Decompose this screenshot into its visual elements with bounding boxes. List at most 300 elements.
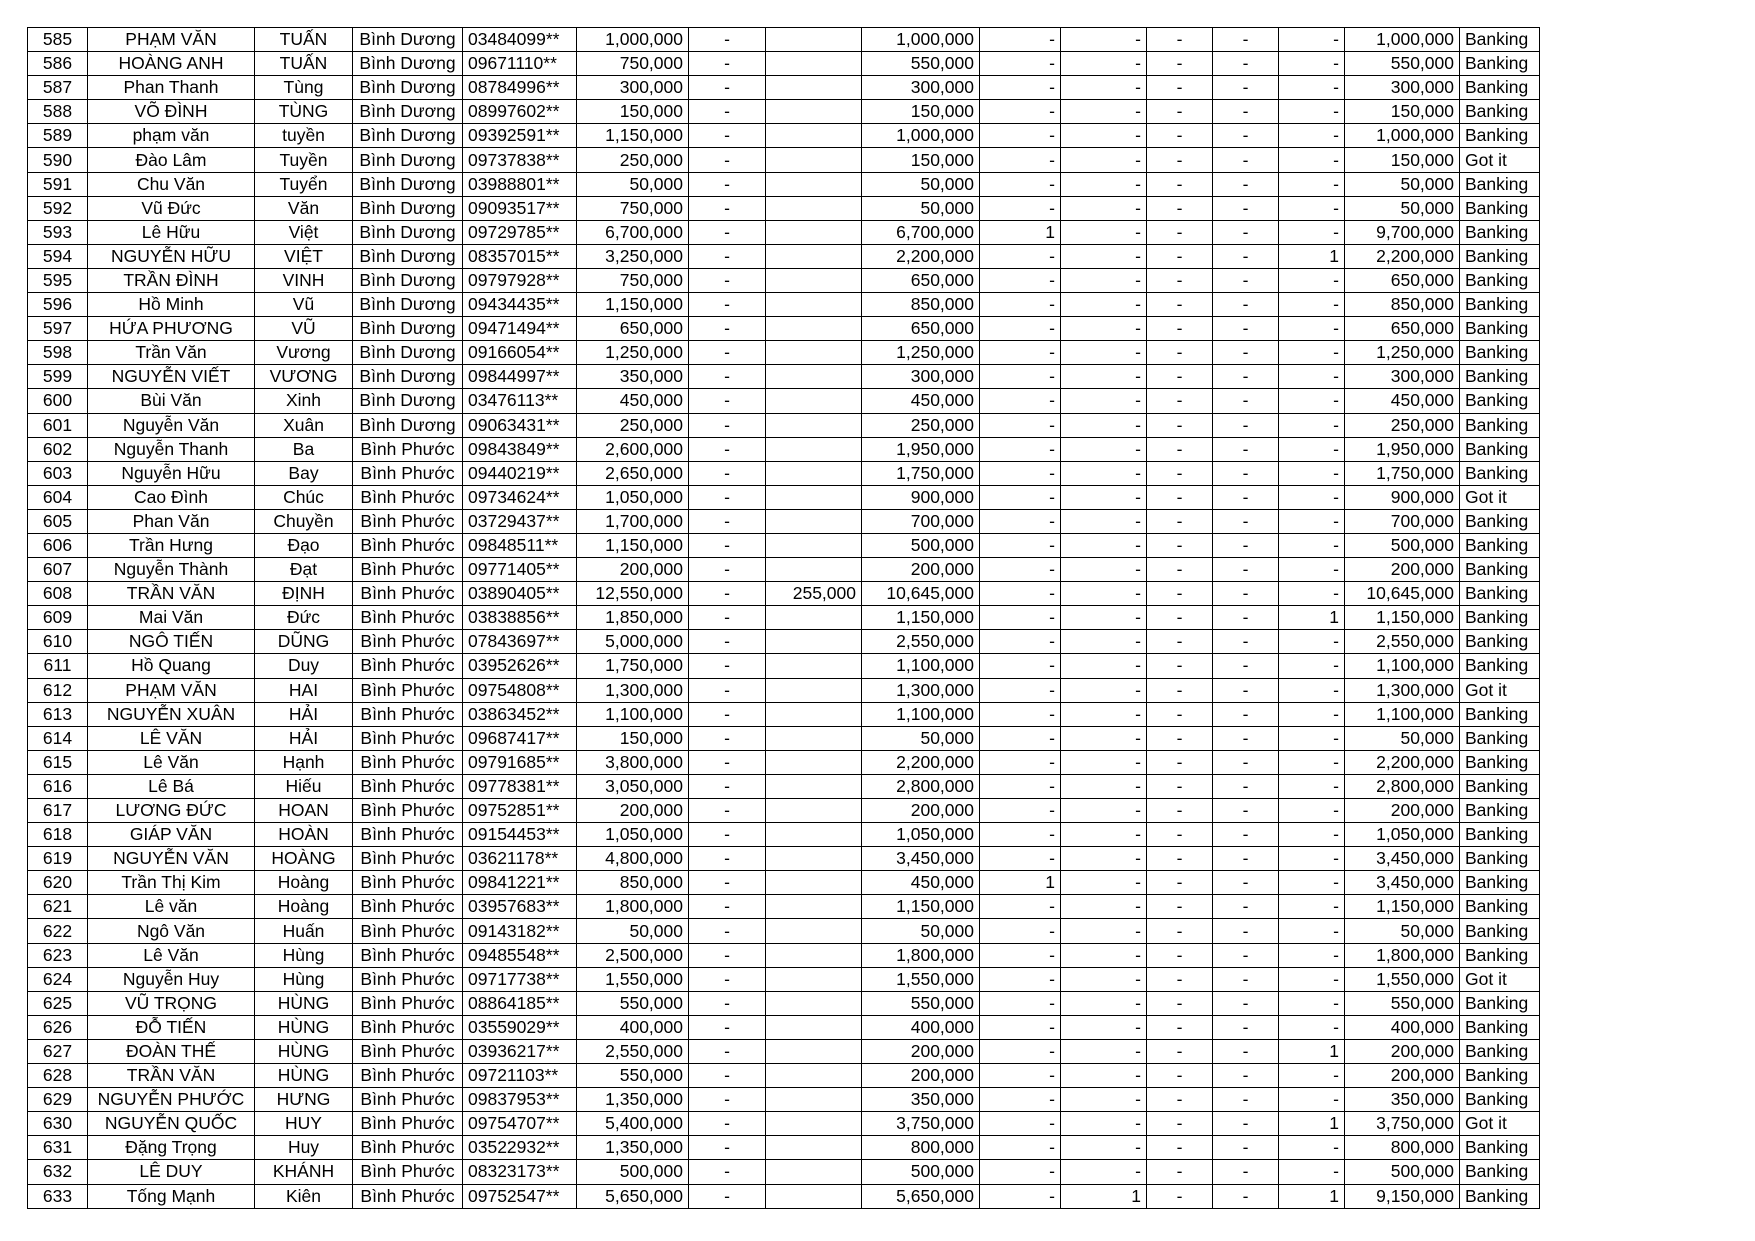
cell-phone: 09752547** xyxy=(463,1184,577,1208)
cell-province: Bình Phước xyxy=(353,1039,463,1063)
cell-phone: 09791685** xyxy=(463,750,577,774)
cell-amount-1: 200,000 xyxy=(577,558,689,582)
cell-amount-1: 550,000 xyxy=(577,1064,689,1088)
cell-flag-3: - xyxy=(1147,220,1213,244)
cell-flag-5: - xyxy=(1279,437,1345,461)
cell-flag-2: - xyxy=(1061,702,1147,726)
cell-amount-3 xyxy=(766,389,862,413)
cell-flag-5: - xyxy=(1279,124,1345,148)
cell-province: Bình Phước xyxy=(353,943,463,967)
cell-no: 619 xyxy=(28,847,88,871)
cell-phone: 09434435** xyxy=(463,293,577,317)
cell-total: 1,950,000 xyxy=(1345,437,1460,461)
cell-province: Bình Dương xyxy=(353,293,463,317)
cell-amount-2: - xyxy=(689,750,766,774)
cell-flag-1: - xyxy=(980,678,1061,702)
cell-flag-2: - xyxy=(1061,967,1147,991)
cell-amount-2: - xyxy=(689,630,766,654)
cell-flag-2: - xyxy=(1061,293,1147,317)
cell-flag-3: - xyxy=(1147,413,1213,437)
cell-amount-4: 50,000 xyxy=(862,172,980,196)
cell-flag-2: - xyxy=(1061,52,1147,76)
cell-province: Bình Dương xyxy=(353,389,463,413)
cell-flag-5: - xyxy=(1279,654,1345,678)
cell-method: Banking xyxy=(1460,774,1540,798)
cell-no: 594 xyxy=(28,244,88,268)
cell-amount-4: 5,650,000 xyxy=(862,1184,980,1208)
table-row xyxy=(28,389,1540,413)
cell-province: Bình Phước xyxy=(353,630,463,654)
cell-amount-1: 2,600,000 xyxy=(577,437,689,461)
cell-no: 595 xyxy=(28,268,88,292)
cell-flag-3: - xyxy=(1147,1015,1213,1039)
cell-flag-5: - xyxy=(1279,799,1345,823)
table-row xyxy=(28,871,1540,895)
cell-flag-5: - xyxy=(1279,485,1345,509)
cell-first-name: Hùng xyxy=(255,943,353,967)
cell-first-name: Huấn xyxy=(255,919,353,943)
cell-amount-4: 250,000 xyxy=(862,413,980,437)
table-row xyxy=(28,1136,1540,1160)
cell-flag-2: - xyxy=(1061,413,1147,437)
cell-phone: 08357015** xyxy=(463,244,577,268)
cell-method: Got it xyxy=(1460,678,1540,702)
cell-first-name: KHÁNH xyxy=(255,1160,353,1184)
cell-flag-4: - xyxy=(1213,654,1279,678)
cell-first-name: HOÀN xyxy=(255,823,353,847)
cell-flag-4: - xyxy=(1213,437,1279,461)
table-row xyxy=(28,1184,1540,1208)
cell-phone: 09754707** xyxy=(463,1112,577,1136)
table-row xyxy=(28,558,1540,582)
table-row xyxy=(28,799,1540,823)
table-row xyxy=(28,750,1540,774)
cell-amount-1: 2,650,000 xyxy=(577,461,689,485)
cell-phone: 03729437** xyxy=(463,509,577,533)
cell-flag-4: - xyxy=(1213,606,1279,630)
cell-flag-4: - xyxy=(1213,533,1279,557)
cell-flag-5: - xyxy=(1279,558,1345,582)
cell-first-name: HÙNG xyxy=(255,1039,353,1063)
cell-amount-4: 2,200,000 xyxy=(862,750,980,774)
cell-province: Bình Dương xyxy=(353,124,463,148)
cell-phone: 03957683** xyxy=(463,895,577,919)
cell-amount-2: - xyxy=(689,509,766,533)
cell-amount-4: 650,000 xyxy=(862,268,980,292)
cell-flag-2: - xyxy=(1061,582,1147,606)
cell-province: Bình Dương xyxy=(353,317,463,341)
cell-method: Banking xyxy=(1460,1064,1540,1088)
cell-total: 3,750,000 xyxy=(1345,1112,1460,1136)
cell-amount-1: 1,050,000 xyxy=(577,485,689,509)
cell-flag-1: - xyxy=(980,1136,1061,1160)
cell-flag-5: - xyxy=(1279,461,1345,485)
cell-flag-3: - xyxy=(1147,991,1213,1015)
cell-amount-2: - xyxy=(689,196,766,220)
table-row xyxy=(28,943,1540,967)
cell-no: 586 xyxy=(28,52,88,76)
cell-flag-1: - xyxy=(980,582,1061,606)
cell-amount-2: - xyxy=(689,678,766,702)
cell-first-name: HẢI xyxy=(255,702,353,726)
cell-amount-2: - xyxy=(689,654,766,678)
cell-flag-3: - xyxy=(1147,341,1213,365)
cell-amount-1: 50,000 xyxy=(577,172,689,196)
cell-flag-4: - xyxy=(1213,341,1279,365)
cell-last-middle-name: Trần Văn xyxy=(88,341,255,365)
cell-amount-2: - xyxy=(689,1088,766,1112)
cell-method: Got it xyxy=(1460,148,1540,172)
cell-amount-3 xyxy=(766,52,862,76)
cell-amount-2: - xyxy=(689,943,766,967)
cell-amount-4: 2,200,000 xyxy=(862,244,980,268)
cell-amount-4: 1,750,000 xyxy=(862,461,980,485)
cell-no: 624 xyxy=(28,967,88,991)
cell-flag-2: - xyxy=(1061,823,1147,847)
table-row xyxy=(28,1088,1540,1112)
cell-flag-4: - xyxy=(1213,461,1279,485)
cell-phone: 09440219** xyxy=(463,461,577,485)
cell-method: Banking xyxy=(1460,413,1540,437)
cell-no: 632 xyxy=(28,1160,88,1184)
cell-flag-4: - xyxy=(1213,1160,1279,1184)
cell-amount-2: - xyxy=(689,28,766,52)
cell-flag-3: - xyxy=(1147,196,1213,220)
cell-first-name: Hạnh xyxy=(255,750,353,774)
cell-amount-3 xyxy=(766,871,862,895)
cell-flag-3: - xyxy=(1147,943,1213,967)
cell-method: Banking xyxy=(1460,871,1540,895)
cell-flag-1: - xyxy=(980,341,1061,365)
cell-flag-4: - xyxy=(1213,172,1279,196)
cell-phone: 09729785** xyxy=(463,220,577,244)
cell-province: Bình Phước xyxy=(353,1064,463,1088)
cell-first-name: HOÀNG xyxy=(255,847,353,871)
cell-flag-5: - xyxy=(1279,847,1345,871)
cell-amount-4: 200,000 xyxy=(862,799,980,823)
cell-first-name: VINH xyxy=(255,268,353,292)
cell-flag-2: - xyxy=(1061,1015,1147,1039)
cell-province: Bình Phước xyxy=(353,823,463,847)
cell-no: 610 xyxy=(28,630,88,654)
cell-amount-1: 3,250,000 xyxy=(577,244,689,268)
cell-province: Bình Phước xyxy=(353,967,463,991)
data-table xyxy=(27,27,1540,1209)
cell-phone: 08323173** xyxy=(463,1160,577,1184)
table-row xyxy=(28,148,1540,172)
cell-flag-2: - xyxy=(1061,220,1147,244)
cell-total: 200,000 xyxy=(1345,1039,1460,1063)
cell-province: Bình Phước xyxy=(353,919,463,943)
cell-flag-1: - xyxy=(980,1088,1061,1112)
cell-last-middle-name: Nguyễn Văn xyxy=(88,413,255,437)
cell-flag-3: - xyxy=(1147,437,1213,461)
cell-amount-3 xyxy=(766,654,862,678)
cell-flag-2: - xyxy=(1061,1064,1147,1088)
cell-amount-3 xyxy=(766,823,862,847)
cell-flag-2: - xyxy=(1061,919,1147,943)
cell-amount-4: 550,000 xyxy=(862,52,980,76)
cell-no: 622 xyxy=(28,919,88,943)
cell-flag-2: - xyxy=(1061,871,1147,895)
cell-first-name: Chuyền xyxy=(255,509,353,533)
cell-last-middle-name: Mai Văn xyxy=(88,606,255,630)
cell-first-name: Việt xyxy=(255,220,353,244)
cell-flag-4: - xyxy=(1213,582,1279,606)
table-row xyxy=(28,100,1540,124)
cell-first-name: Tuyển xyxy=(255,172,353,196)
cell-flag-4: - xyxy=(1213,678,1279,702)
table-row xyxy=(28,533,1540,557)
cell-total: 550,000 xyxy=(1345,991,1460,1015)
cell-method: Banking xyxy=(1460,28,1540,52)
cell-province: Bình Phước xyxy=(353,895,463,919)
cell-flag-3: - xyxy=(1147,317,1213,341)
cell-flag-5: - xyxy=(1279,895,1345,919)
cell-flag-5: - xyxy=(1279,1015,1345,1039)
cell-flag-3: - xyxy=(1147,148,1213,172)
cell-flag-2: - xyxy=(1061,317,1147,341)
cell-amount-1: 750,000 xyxy=(577,196,689,220)
cell-flag-3: - xyxy=(1147,365,1213,389)
cell-first-name: HẢI xyxy=(255,726,353,750)
cell-amount-1: 750,000 xyxy=(577,268,689,292)
cell-flag-3: - xyxy=(1147,847,1213,871)
cell-flag-4: - xyxy=(1213,244,1279,268)
cell-amount-4: 1,100,000 xyxy=(862,654,980,678)
cell-amount-1: 500,000 xyxy=(577,1160,689,1184)
cell-flag-3: - xyxy=(1147,509,1213,533)
cell-no: 614 xyxy=(28,726,88,750)
table-row xyxy=(28,196,1540,220)
cell-province: Bình Dương xyxy=(353,196,463,220)
cell-amount-1: 1,000,000 xyxy=(577,28,689,52)
cell-flag-1: - xyxy=(980,726,1061,750)
cell-province: Bình Phước xyxy=(353,461,463,485)
cell-amount-2: - xyxy=(689,967,766,991)
cell-phone: 09737838** xyxy=(463,148,577,172)
table-row xyxy=(28,244,1540,268)
cell-amount-2: - xyxy=(689,461,766,485)
cell-flag-5: - xyxy=(1279,967,1345,991)
cell-flag-3: - xyxy=(1147,895,1213,919)
cell-flag-2: - xyxy=(1061,485,1147,509)
cell-method: Banking xyxy=(1460,1015,1540,1039)
cell-amount-1: 4,800,000 xyxy=(577,847,689,871)
cell-amount-2: - xyxy=(689,558,766,582)
cell-amount-3: 255,000 xyxy=(766,582,862,606)
cell-flag-5: - xyxy=(1279,871,1345,895)
cell-method: Banking xyxy=(1460,823,1540,847)
cell-last-middle-name: LƯƠNG ĐỨC xyxy=(88,799,255,823)
cell-phone: 09392591** xyxy=(463,124,577,148)
cell-method: Got it xyxy=(1460,967,1540,991)
cell-flag-5: - xyxy=(1279,52,1345,76)
cell-flag-3: - xyxy=(1147,533,1213,557)
cell-flag-2: - xyxy=(1061,1039,1147,1063)
cell-last-middle-name: LÊ VĂN xyxy=(88,726,255,750)
table-row xyxy=(28,341,1540,365)
cell-amount-1: 550,000 xyxy=(577,991,689,1015)
cell-no: 585 xyxy=(28,28,88,52)
cell-amount-2: - xyxy=(689,293,766,317)
cell-flag-3: - xyxy=(1147,1136,1213,1160)
cell-no: 620 xyxy=(28,871,88,895)
cell-flag-1: - xyxy=(980,558,1061,582)
cell-method: Banking xyxy=(1460,341,1540,365)
cell-no: 615 xyxy=(28,750,88,774)
table-row xyxy=(28,172,1540,196)
cell-last-middle-name: phạm văn xyxy=(88,124,255,148)
cell-last-middle-name: Trần Hưng xyxy=(88,533,255,557)
cell-amount-3 xyxy=(766,919,862,943)
cell-flag-3: - xyxy=(1147,558,1213,582)
cell-first-name: HÙNG xyxy=(255,1064,353,1088)
cell-amount-3 xyxy=(766,76,862,100)
cell-phone: 09671110** xyxy=(463,52,577,76)
cell-amount-1: 1,050,000 xyxy=(577,823,689,847)
cell-amount-4: 1,000,000 xyxy=(862,28,980,52)
cell-amount-4: 1,550,000 xyxy=(862,967,980,991)
table-row xyxy=(28,365,1540,389)
cell-method: Banking xyxy=(1460,919,1540,943)
cell-amount-4: 300,000 xyxy=(862,76,980,100)
cell-no: 631 xyxy=(28,1136,88,1160)
cell-amount-4: 200,000 xyxy=(862,558,980,582)
cell-phone: 03559029** xyxy=(463,1015,577,1039)
cell-province: Bình Phước xyxy=(353,1015,463,1039)
cell-no: 611 xyxy=(28,654,88,678)
cell-amount-4: 1,300,000 xyxy=(862,678,980,702)
cell-total: 1,550,000 xyxy=(1345,967,1460,991)
cell-first-name: TÙNG xyxy=(255,100,353,124)
cell-phone: 09093517** xyxy=(463,196,577,220)
cell-total: 1,800,000 xyxy=(1345,943,1460,967)
cell-province: Bình Phước xyxy=(353,799,463,823)
cell-total: 650,000 xyxy=(1345,268,1460,292)
cell-flag-2: - xyxy=(1061,76,1147,100)
cell-amount-3 xyxy=(766,678,862,702)
cell-phone: 03484099** xyxy=(463,28,577,52)
cell-amount-3 xyxy=(766,606,862,630)
cell-flag-4: - xyxy=(1213,799,1279,823)
cell-flag-1: - xyxy=(980,702,1061,726)
cell-province: Bình Dương xyxy=(353,52,463,76)
cell-first-name: HAI xyxy=(255,678,353,702)
cell-amount-3 xyxy=(766,196,862,220)
cell-last-middle-name: NGUYỄN HỮU xyxy=(88,244,255,268)
cell-total: 2,200,000 xyxy=(1345,750,1460,774)
cell-flag-1: - xyxy=(980,244,1061,268)
cell-total: 200,000 xyxy=(1345,1064,1460,1088)
cell-last-middle-name: VŨ TRỌNG xyxy=(88,991,255,1015)
cell-first-name: Bay xyxy=(255,461,353,485)
cell-flag-1: 1 xyxy=(980,220,1061,244)
cell-amount-3 xyxy=(766,991,862,1015)
cell-method: Banking xyxy=(1460,558,1540,582)
cell-method: Banking xyxy=(1460,702,1540,726)
cell-last-middle-name: LÊ DUY xyxy=(88,1160,255,1184)
cell-no: 612 xyxy=(28,678,88,702)
cell-amount-3 xyxy=(766,774,862,798)
cell-flag-1: - xyxy=(980,1160,1061,1184)
cell-flag-2: - xyxy=(1061,196,1147,220)
cell-flag-1: - xyxy=(980,437,1061,461)
cell-flag-2: - xyxy=(1061,991,1147,1015)
cell-no: 587 xyxy=(28,76,88,100)
table-row xyxy=(28,76,1540,100)
cell-province: Bình Phước xyxy=(353,871,463,895)
cell-no: 600 xyxy=(28,389,88,413)
cell-amount-4: 200,000 xyxy=(862,1064,980,1088)
cell-flag-2: - xyxy=(1061,1088,1147,1112)
cell-method: Banking xyxy=(1460,124,1540,148)
table-row xyxy=(28,774,1540,798)
cell-flag-1: - xyxy=(980,317,1061,341)
cell-phone: 09843849** xyxy=(463,437,577,461)
cell-phone: 03863452** xyxy=(463,702,577,726)
cell-flag-1: - xyxy=(980,774,1061,798)
cell-method: Banking xyxy=(1460,76,1540,100)
cell-flag-1: - xyxy=(980,52,1061,76)
cell-last-middle-name: Đào Lâm xyxy=(88,148,255,172)
cell-amount-1: 1,750,000 xyxy=(577,654,689,678)
cell-flag-3: - xyxy=(1147,461,1213,485)
cell-province: Bình Phước xyxy=(353,437,463,461)
cell-method: Banking xyxy=(1460,52,1540,76)
cell-first-name: tuyền xyxy=(255,124,353,148)
cell-flag-1: - xyxy=(980,606,1061,630)
table-row xyxy=(28,606,1540,630)
cell-flag-1: - xyxy=(980,533,1061,557)
cell-flag-5: - xyxy=(1279,533,1345,557)
cell-flag-4: - xyxy=(1213,1039,1279,1063)
cell-amount-2: - xyxy=(689,582,766,606)
cell-amount-4: 50,000 xyxy=(862,726,980,750)
cell-total: 700,000 xyxy=(1345,509,1460,533)
cell-phone: 09471494** xyxy=(463,317,577,341)
cell-phone: 08784996** xyxy=(463,76,577,100)
cell-flag-4: - xyxy=(1213,895,1279,919)
cell-flag-3: - xyxy=(1147,28,1213,52)
cell-amount-1: 850,000 xyxy=(577,871,689,895)
cell-phone: 09778381** xyxy=(463,774,577,798)
cell-amount-1: 650,000 xyxy=(577,317,689,341)
cell-flag-4: - xyxy=(1213,196,1279,220)
cell-flag-3: - xyxy=(1147,52,1213,76)
cell-last-middle-name: Bùi Văn xyxy=(88,389,255,413)
cell-no: 629 xyxy=(28,1088,88,1112)
cell-amount-2: - xyxy=(689,1039,766,1063)
cell-last-middle-name: HOÀNG ANH xyxy=(88,52,255,76)
cell-flag-2: - xyxy=(1061,847,1147,871)
cell-flag-5: - xyxy=(1279,1160,1345,1184)
cell-amount-1: 2,500,000 xyxy=(577,943,689,967)
cell-amount-4: 6,700,000 xyxy=(862,220,980,244)
cell-amount-1: 150,000 xyxy=(577,100,689,124)
cell-amount-4: 550,000 xyxy=(862,991,980,1015)
cell-total: 1,000,000 xyxy=(1345,124,1460,148)
cell-total: 500,000 xyxy=(1345,533,1460,557)
cell-phone: 09485548** xyxy=(463,943,577,967)
cell-amount-2: - xyxy=(689,100,766,124)
cell-no: 590 xyxy=(28,148,88,172)
cell-method: Banking xyxy=(1460,1136,1540,1160)
cell-flag-5: - xyxy=(1279,293,1345,317)
cell-amount-4: 900,000 xyxy=(862,485,980,509)
cell-no: 618 xyxy=(28,823,88,847)
cell-last-middle-name: Lê Bá xyxy=(88,774,255,798)
